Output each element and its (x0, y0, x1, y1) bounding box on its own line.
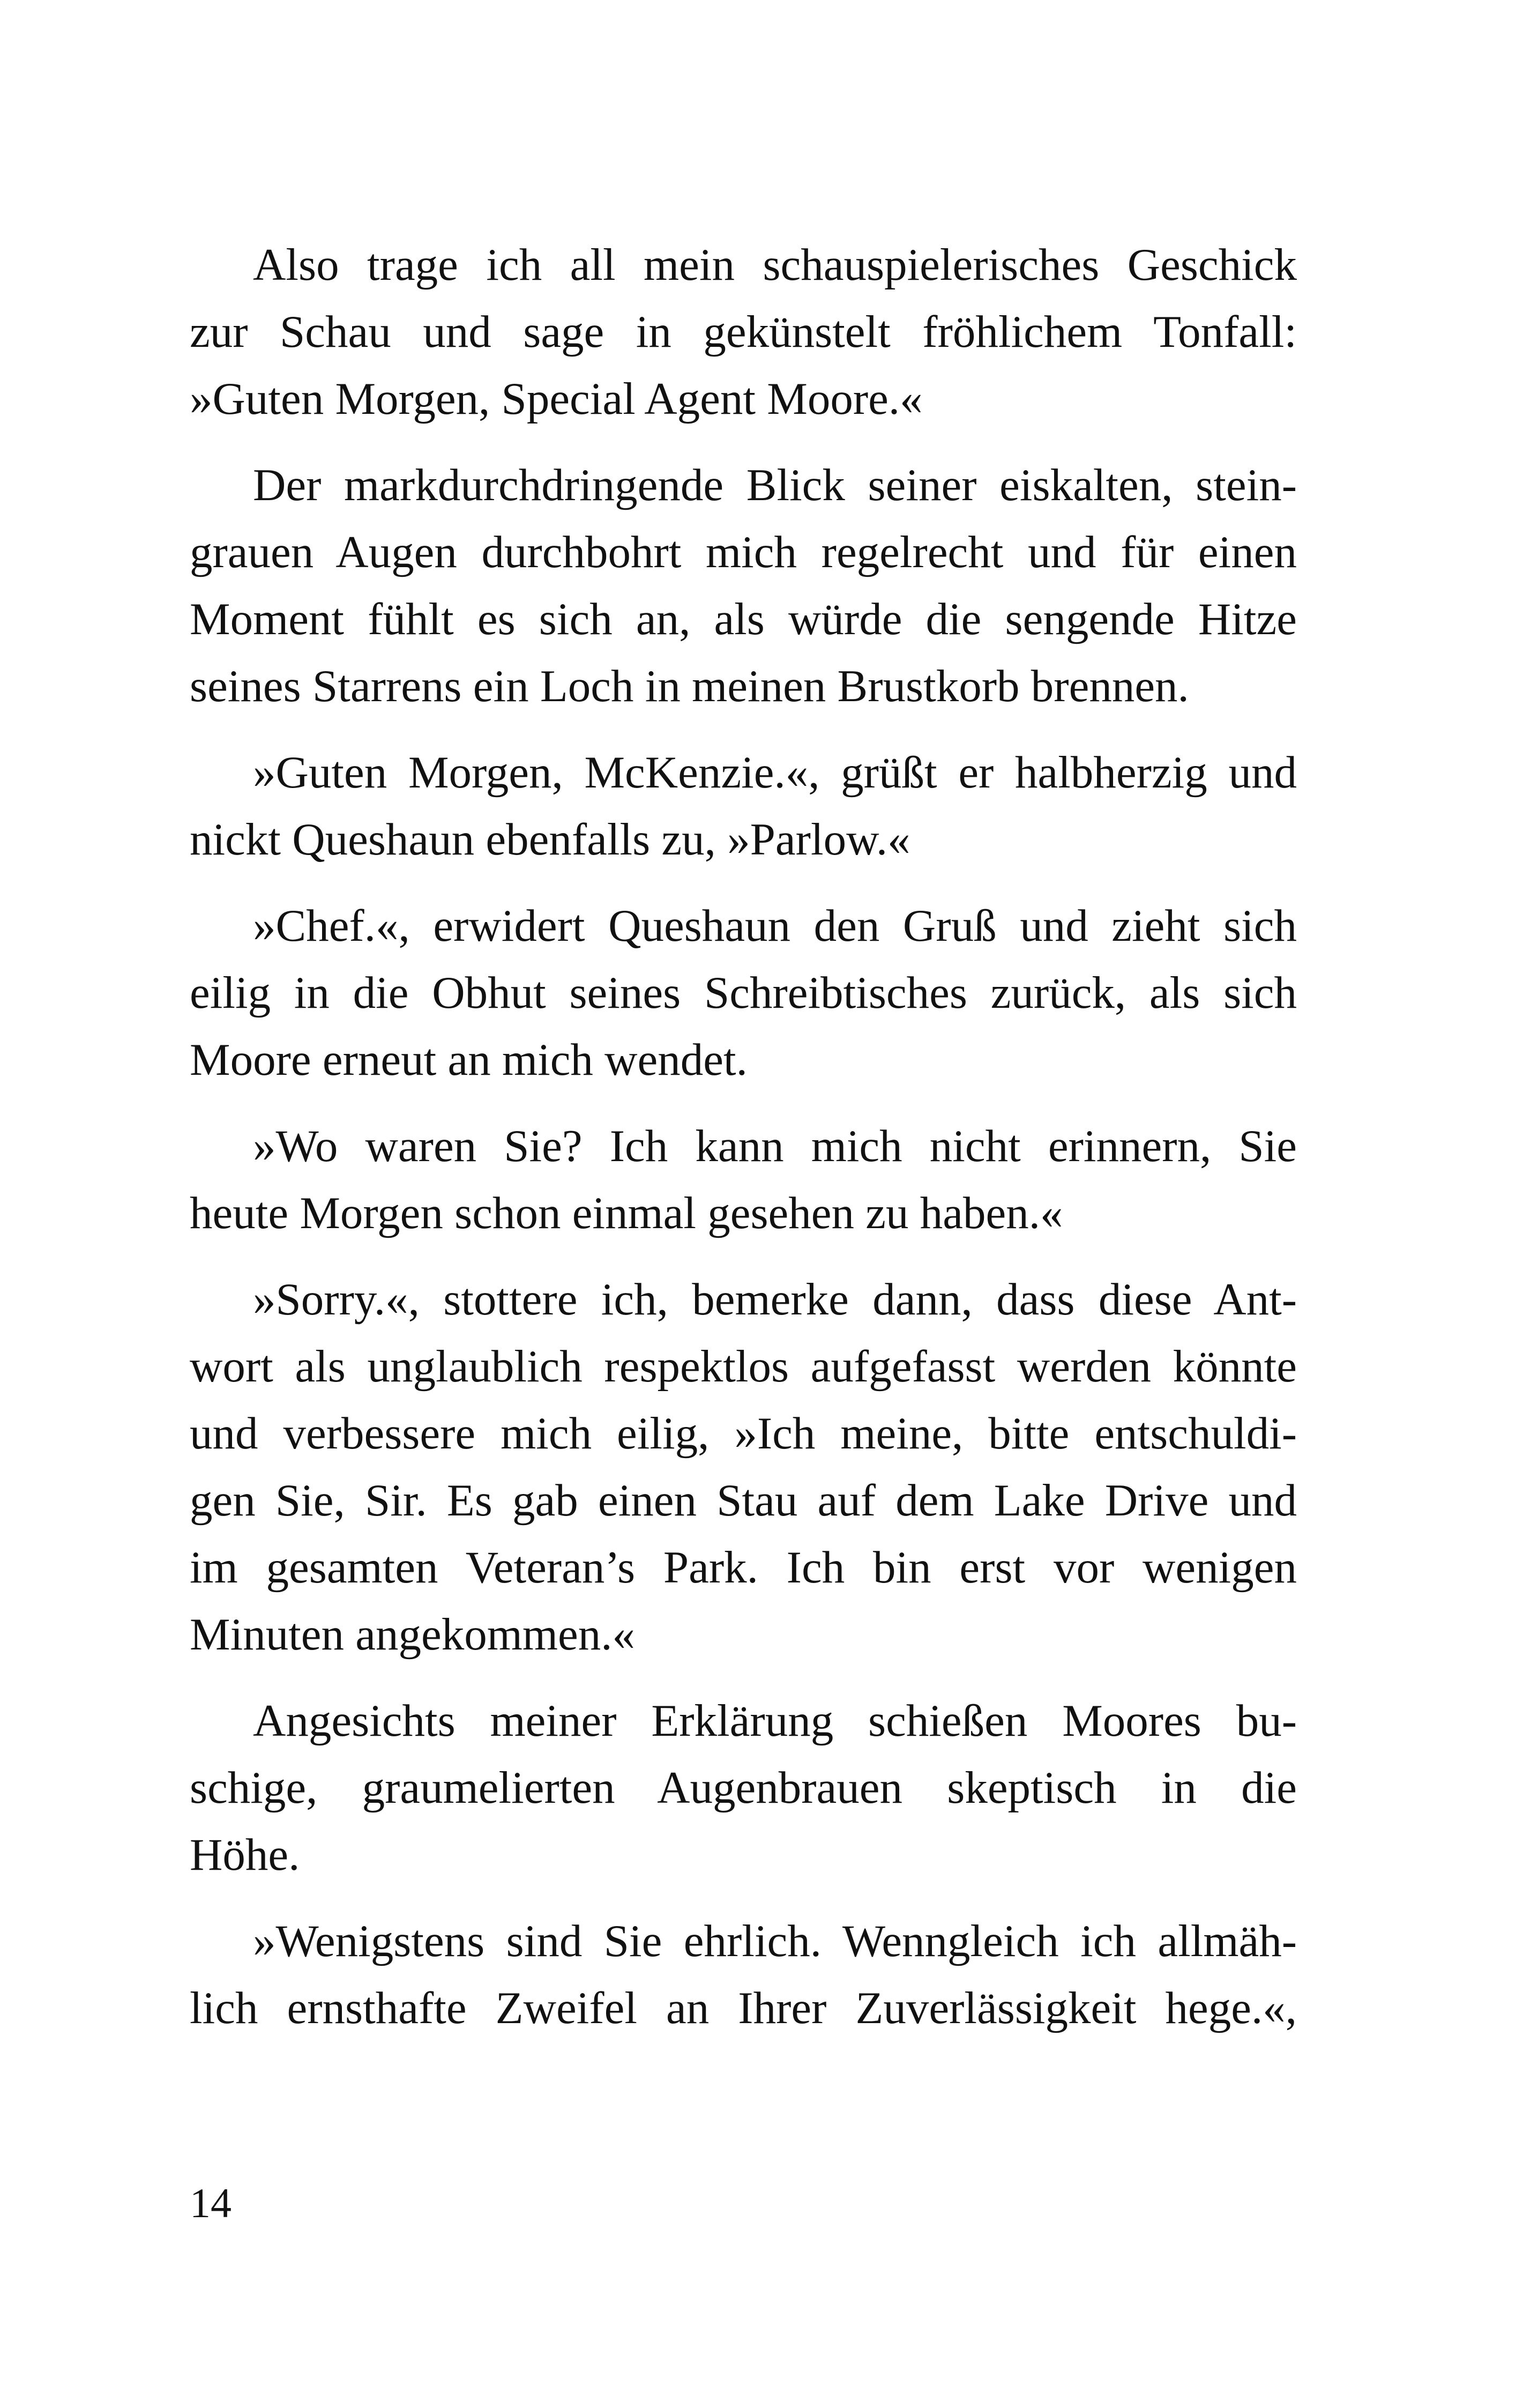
paragraph (190, 1113, 1297, 1247)
text-line: seines Starrens ein Loch in meinen Brustkorb brennen. (190, 661, 1189, 711)
text-line: Angesichts meiner Erklärung schießen Moores bu- (253, 1696, 1297, 1746)
paragraph (190, 1908, 1297, 2042)
text-line: »Chef.«, erwidert Queshaun den Gruß und zieht sich (253, 901, 1297, 951)
text-line: grauen Augen durchbohrt mich regelrecht und für einen (190, 527, 1297, 577)
body-text (190, 232, 1297, 2061)
paragraph (190, 893, 1297, 1094)
text-line: heute Morgen schon einmal gesehen zu haben.« (190, 1188, 1063, 1238)
text-line: Höhe. (190, 1830, 300, 1880)
text-line: Moore erneut an mich wendet. (190, 1035, 748, 1085)
paragraph (190, 232, 1297, 433)
text-line: Moment fühlt es sich an, als würde die sengende Hitze (190, 594, 1297, 644)
text-line: eilig in die Obhut seines Schreibtisches zurück, als sich (190, 968, 1297, 1018)
text-line: »Wo waren Sie? Ich kann mich nicht erinnern, Sie (253, 1121, 1297, 1171)
text-line: Minuten angekommen.« (190, 1609, 635, 1660)
text-line: »Sorry.«, stottere ich, bemerke dann, dass diese Ant- (253, 1274, 1297, 1325)
paragraph (190, 1688, 1297, 1889)
paragraph (190, 1266, 1297, 1668)
paragraph (190, 739, 1297, 873)
text-line: gen Sie, Sir. Es gab einen Stau auf dem Lake Drive und (190, 1475, 1297, 1526)
text-line: zur Schau und sage in gekünstelt fröhlichem Tonfall: (190, 307, 1297, 357)
text-line: »Guten Morgen, McKenzie.«, grüßt er halbherzig und (253, 747, 1297, 798)
text-line: »Guten Morgen, Special Agent Moore.« (190, 374, 923, 424)
text-line: nickt Queshaun ebenfalls zu, »Parlow.« (190, 814, 910, 865)
page-number: 14 (190, 2180, 232, 2226)
paragraph (190, 452, 1297, 720)
text-line: lich ernsthafte Zweifel an Ihrer Zuverlässigkeit hege.«, (190, 1983, 1297, 2033)
text-line: schige, graumelierten Augenbrauen skeptisch in die (190, 1763, 1297, 1813)
text-line: Der markdurchdringende Blick seiner eiskalten, stein- (253, 460, 1297, 510)
text-line: wort als unglaublich respektlos aufgefasst werden könnte (190, 1341, 1297, 1392)
text-line: »Wenigstens sind Sie ehrlich. Wenngleich ich allmäh- (253, 1916, 1297, 1966)
text-line: Also trage ich all mein schauspielerisches Geschick (253, 240, 1297, 290)
text-line: im gesamten Veteran’s Park. Ich bin erst vor wenigen (190, 1542, 1297, 1593)
text-line: und verbessere mich eilig, »Ich meine, bitte entschuldi- (190, 1408, 1297, 1459)
